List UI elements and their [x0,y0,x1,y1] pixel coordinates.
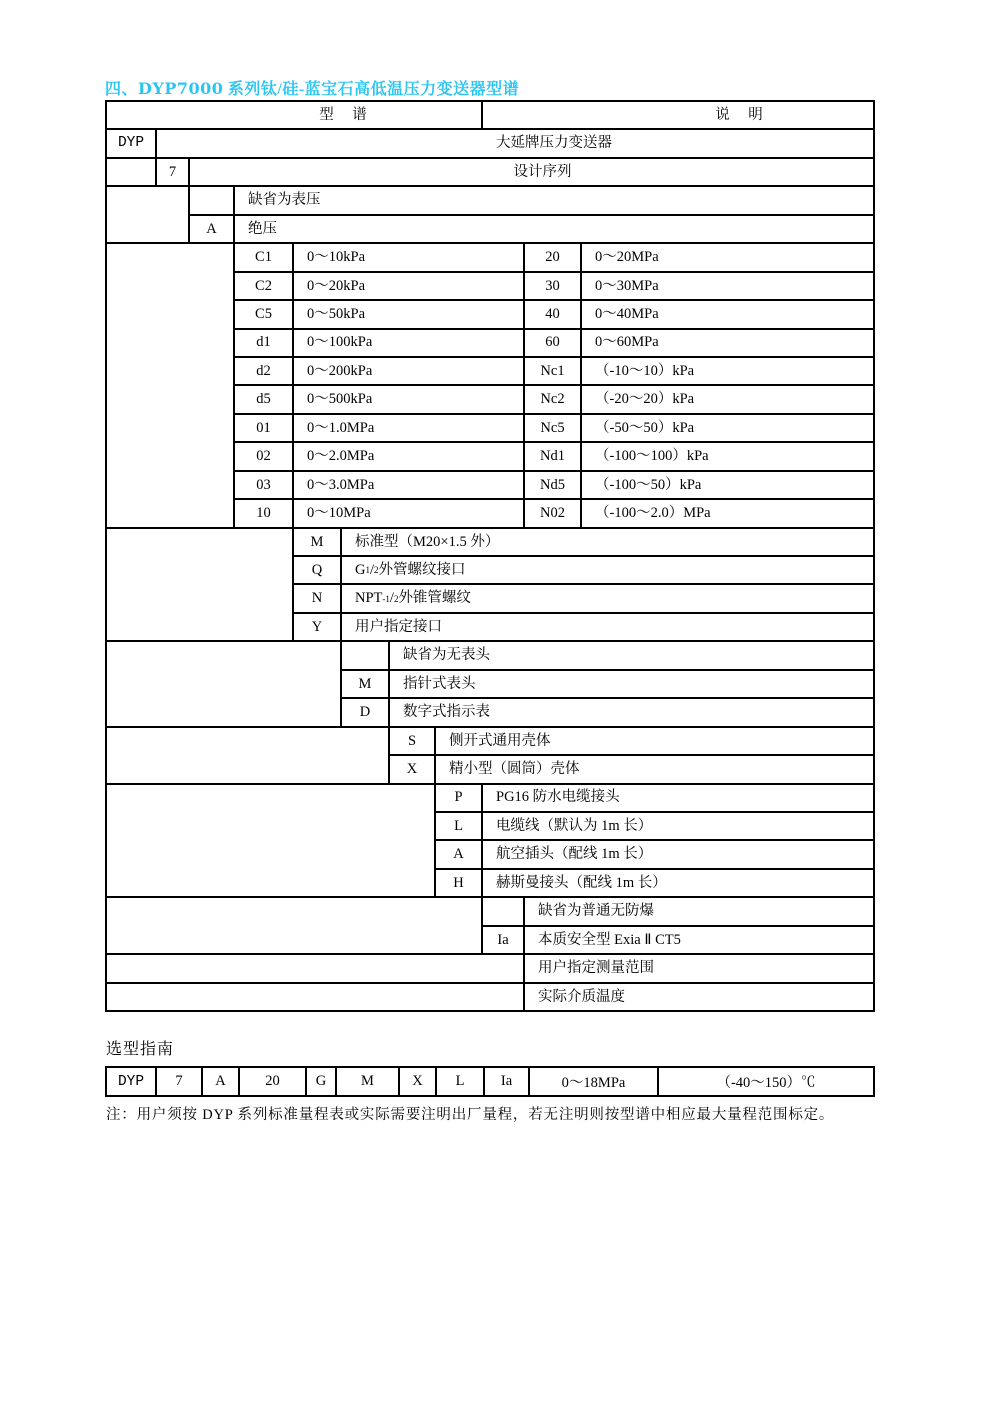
guide-cell-range-value: 0～18MPa [530,1068,657,1095]
guide-example-table [105,1066,875,1097]
protection-desc-cell: 缺省为普通无防爆 [525,898,873,924]
electrical-code-cell: L [436,813,481,839]
series-code-cell: 7 [157,159,188,185]
range-code-cell: Nc2 [525,386,580,412]
range-desc-cell: 0～500kPa [294,386,523,412]
housing-desc-cell: 侧开式通用壳体 [436,728,873,754]
thread-rest: 外管螺纹接口 [378,561,466,578]
guide-cell-electrical: L [437,1068,483,1095]
range-desc-cell: 0～60MPa [582,330,873,356]
housing-code-cell: X [390,756,434,782]
empty-cell [107,642,340,725]
range-code-cell: 60 [525,330,580,356]
empty-cell [107,984,523,1010]
thread-rest: 外锥管螺纹 [398,590,471,607]
range-code-cell: C5 [235,301,292,327]
connection-code-cell: N [294,585,340,611]
guide-cell-range-code: 20 [240,1068,305,1095]
range-desc-cell: 0～40MPa [582,301,873,327]
range-code-cell: 30 [525,273,580,299]
connection-code-cell: M [294,529,340,555]
guide-cell-connection: G [307,1068,335,1095]
series-desc-cell: 设计序列 [190,159,873,185]
range-desc-cell: 0～50kPa [294,301,523,327]
model-spectrum-table [105,100,875,1012]
range-code-cell: Nd5 [525,472,580,498]
connection-desc-cell: G 1 / 2 外管螺纹接口 [342,557,873,583]
display-desc-cell: 指针式表头 [390,671,873,697]
electrical-desc-cell: 赫斯曼接头（配线 1m 长） [483,870,873,896]
guide-cell-series: 7 [157,1068,201,1095]
range-desc-cell: 0～2.0MPa [294,443,523,469]
empty-cell [107,898,481,953]
range-desc-cell: （-100～50）kPa [582,472,873,498]
range-desc-cell: （-20～20）kPa [582,386,873,412]
ptype-code-cell [190,187,233,213]
display-code-cell [342,642,388,668]
thread-slash: / [389,590,394,607]
range-desc-cell: 0～20MPa [582,244,873,270]
guide-cell-temperature: （-40～150）℃ [659,1068,873,1095]
thread-slash: / [369,561,375,578]
display-desc-cell: 数字式指示表 [390,699,873,725]
connection-desc-cell: NPT -1 / 2 外锥管螺纹 [342,585,873,611]
guide-cell-housing: X [400,1068,435,1095]
brand-code-cell: DYP [107,130,155,156]
guide-note: 注：用户须按 DYP 系列标准量程表或实际需要注明出厂量程，若无注明则按型谱中相应最大量程范围标定。 [106,1107,835,1123]
electrical-code-cell: A [436,841,481,867]
range-code-cell: 01 [235,415,292,441]
electrical-desc-cell: PG16 防水电缆接头 [483,785,873,811]
range-desc-cell: 0～10MPa [294,500,523,526]
title-model-code: DYP7000 [138,79,224,98]
guide-heading: 选型指南 [106,1041,175,1058]
range-code-cell: 10 [235,500,292,526]
range-desc-cell: 0～10kPa [294,244,523,270]
guide-cell-ptype: A [203,1068,238,1095]
electrical-code-cell: H [436,870,481,896]
header-description-column: 说 明 [483,102,873,128]
range-desc-cell: （-100～100）kPa [582,443,873,469]
title-text: 系列钛/硅-蓝宝石高低温压力变送器型谱 [223,81,520,98]
connection-code-cell: Y [294,614,340,640]
guide-cell-protection: Ia [485,1068,528,1095]
thread-base: G [355,561,366,578]
range-code-cell: 03 [235,472,292,498]
protection-code-cell [483,898,523,924]
display-code-cell: D [342,699,388,725]
ptype-desc-cell: 绝压 [235,216,873,242]
range-code-cell: Nd1 [525,443,580,469]
protection-desc-cell: 本质安全型 Exia Ⅱ CT5 [525,927,873,953]
range-code-cell: d5 [235,386,292,412]
connection-desc-cell: 用户指定接口 [342,614,873,640]
electrical-desc-cell: 航空插头（配线 1m 长） [483,841,873,867]
connection-code-cell: Q [294,557,340,583]
housing-desc-cell: 精小型（圆筒）壳体 [436,756,873,782]
range-desc-cell: 0～3.0MPa [294,472,523,498]
empty-cell [107,785,434,897]
range-code-cell: d2 [235,358,292,384]
range-code-cell: C2 [235,273,292,299]
housing-code-cell: S [390,728,434,754]
title-section-number: 四、 [105,81,139,98]
empty-cell [107,244,233,526]
guide-cell-display: M [337,1068,398,1095]
thread-base: NPT [355,590,383,607]
medium-temp-desc-cell: 实际介质温度 [525,984,873,1010]
display-desc-cell: 缺省为无表头 [390,642,873,668]
range-code-cell: Nc5 [525,415,580,441]
range-code-cell: d1 [235,330,292,356]
empty-cell [107,159,155,185]
electrical-code-cell: P [436,785,481,811]
empty-cell [107,955,523,981]
empty-cell [107,728,388,783]
range-desc-cell: 0～200kPa [294,358,523,384]
range-code-cell: N02 [525,500,580,526]
header-model-column: 型 谱 [107,102,481,128]
guide-cell-brand: DYP [107,1068,155,1095]
range-code-cell: 40 [525,301,580,327]
range-desc-cell: 0～100kPa [294,330,523,356]
connection-desc-cell: 标准型（M20×1.5 外） [342,529,873,555]
custom-range-desc-cell: 用户指定测量范围 [525,955,873,981]
protection-code-cell: Ia [483,927,523,953]
range-code-cell: 20 [525,244,580,270]
brand-desc-cell: 大延牌压力变送器 [157,130,873,156]
range-desc-cell: （-50～50）kPa [582,415,873,441]
ptype-code-cell: A [190,216,233,242]
empty-cell [107,187,188,242]
range-desc-cell: （-100～2.0）MPa [582,500,873,526]
empty-cell [107,529,292,641]
electrical-desc-cell: 电缆线（默认为 1m 长） [483,813,873,839]
range-desc-cell: 0～30MPa [582,273,873,299]
range-desc-cell: （-10～10）kPa [582,358,873,384]
range-code-cell: C1 [235,244,292,270]
ptype-desc-cell: 缺省为表压 [235,187,873,213]
range-code-cell: Nc1 [525,358,580,384]
page-title [105,76,519,99]
range-desc-cell: 0～1.0MPa [294,415,523,441]
range-code-cell: 02 [235,443,292,469]
range-desc-cell: 0～20kPa [294,273,523,299]
display-code-cell: M [342,671,388,697]
